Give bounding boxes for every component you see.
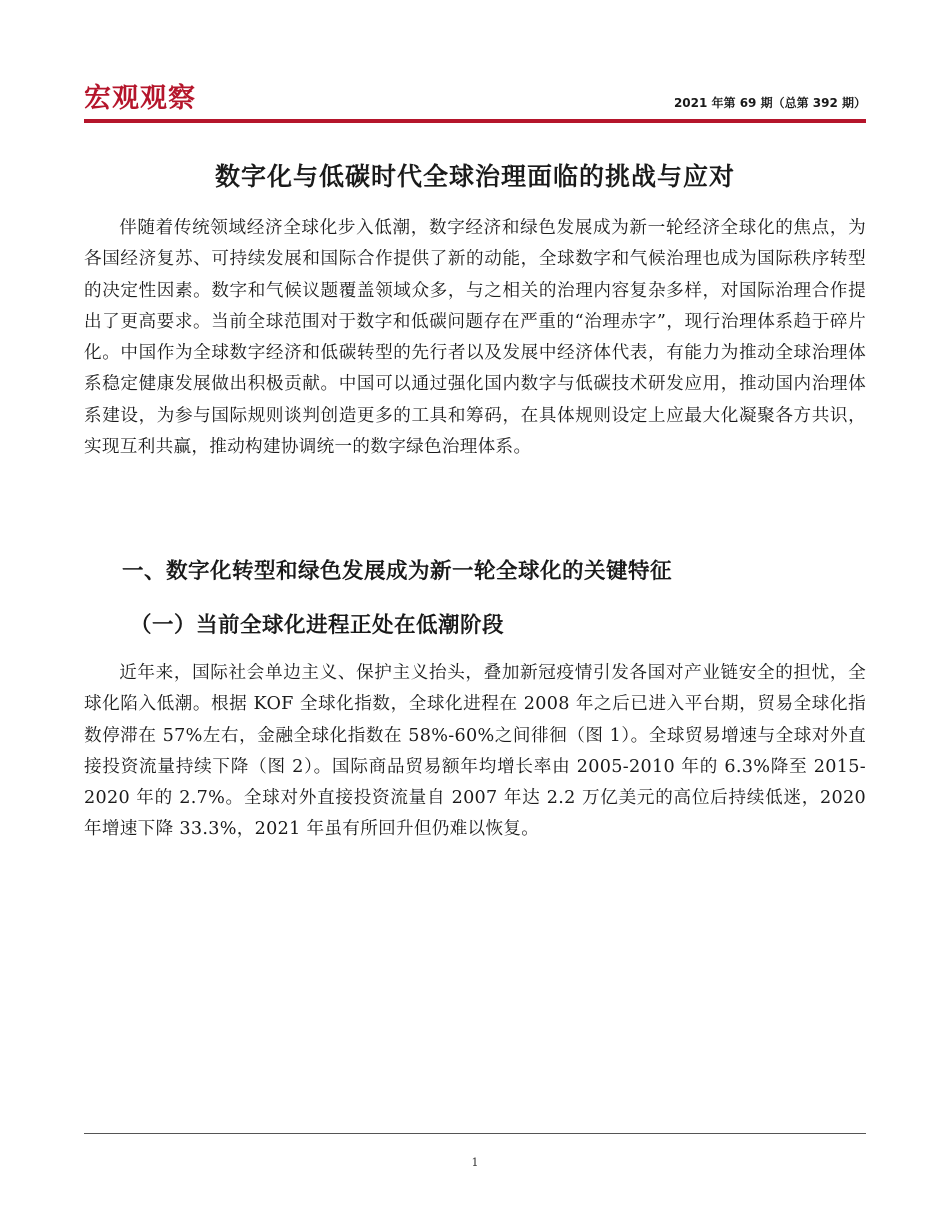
brand-title: 宏观观察 [84, 83, 196, 114]
page-header [84, 82, 866, 118]
footer-divider [84, 1133, 866, 1134]
section-heading: 一、数字化转型和绿色发展成为新一轮全球化的关键特征 [122, 559, 673, 584]
body-paragraph: 近年来，国际社会单边主义、保护主义抬头，叠加新冠疫情引发各国对产业链安全的担忧，全球化陷入低潮。根据 KOF 全球化指数，全球化进程在 2008 年之后已进入平台期，贸易全球化指数停滞在 57%左右，金融全球化指数在 58%-60%之间徘徊（图 1）。全球贸易增速与全球对外直接投资流量持续下降（图 2）。国际商品贸易额年均增长率由 2005-2010 年的 6.3%降至 2015-2020 年的 2.7%。全球对外直接投资流量自 2007 年达 2.2 万亿美元的高位后持续低迷，2020 年增速下降 33.3%，2021 年虽有所回升但仍难以恢复。 [84, 663, 866, 840]
intro-paragraph: 伴随着传统领域经济全球化步入低潮，数字经济和绿色发展成为新一轮经济全球化的焦点，为各国经济复苏、可持续发展和国际合作提供了新的动能，全球数字和气候治理也成为国际秩序转型的决定性因素。数字和气候议题覆盖领域众多，与之相关的治理内容复杂多样，对国际治理合作提出了更高要求。当前全球范围对于数字和低碳问题存在严重的“治理赤字”，现行治理体系趋于碎片化。中国作为全球数字经济和低碳转型的先行者以及发展中经济体代表，有能力为推动全球治理体系稳定健康发展做出积极贡献。中国可以通过强化国内数字与低碳技术研发应用，推动国内治理体系建设，为参与国际规则谈判创造更多的工具和筹码，在具体规则设定上应最大化凝聚各方共识，实现互利共赢，推动构建协调统一的数字绿色治理体系。 [84, 218, 866, 458]
document-title: 数字化与低碳时代全球治理面临的挑战与应对 [214, 162, 735, 191]
subsection-heading: （一）当前全球化进程正处在低潮阶段 [130, 613, 505, 638]
header-divider [84, 119, 866, 123]
page-number: 1 [471, 1156, 479, 1169]
issue-number: 2021 年第 69 期（总第 392 期） [673, 96, 866, 110]
